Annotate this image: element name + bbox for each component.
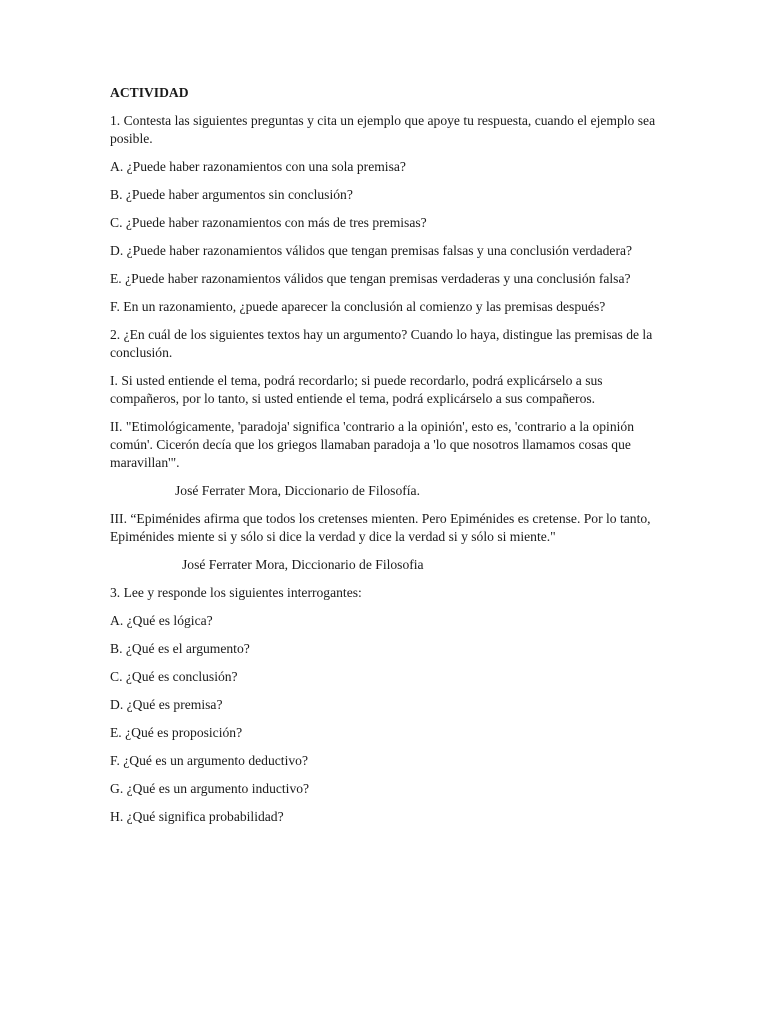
question-3e: E. ¿Qué es proposición? bbox=[110, 725, 243, 740]
page-title: ACTIVIDAD bbox=[110, 85, 189, 100]
text-iii-attribution: José Ferrater Mora, Diccionario de Filosofia bbox=[182, 557, 424, 572]
question-3a: A. ¿Qué es lógica? bbox=[110, 613, 213, 628]
question-3b: B. ¿Qué es el argumento? bbox=[110, 641, 250, 656]
text-iii: III. “Epiménides afirma que todos los cretenses mienten. Pero Epiménides es cretense. Por lo tanto, Epiménides miente si y sólo si dice la verdad y dice la verdad si y sólo si miente." bbox=[110, 511, 651, 544]
document-page bbox=[110, 84, 660, 836]
question-3h: H. ¿Qué significa probabilidad? bbox=[110, 809, 284, 824]
text-ii: II. "Etimológicamente, 'paradoja' significa 'contrario a la opinión', esto es, 'contrario a la opinión común'. Cicerón decía que los griegos llamaban paradoja a 'lo que nosotros llamamos cosas que maravillan'". bbox=[110, 419, 634, 470]
question-3-instruction: 3. Lee y responde los siguientes interrogantes: bbox=[110, 585, 362, 600]
question-3d: D. ¿Qué es premisa? bbox=[110, 697, 223, 712]
question-1c: C. ¿Puede haber razonamientos con más de tres premisas? bbox=[110, 215, 427, 230]
text-i: I. Si usted entiende el tema, podrá recordarlo; si puede recordarlo, podrá explicárselo a sus compañeros, por lo tanto, si usted entiende el tema, podrá explicárselo a sus compañeros. bbox=[110, 373, 603, 406]
text-ii-attribution: José Ferrater Mora, Diccionario de Filosofía. bbox=[175, 483, 420, 498]
question-1f: F. En un razonamiento, ¿puede aparecer la conclusión al comienzo y las premisas después? bbox=[110, 299, 606, 314]
question-3g: G. ¿Qué es un argumento inductivo? bbox=[110, 781, 310, 796]
question-2-instruction: 2. ¿En cuál de los siguientes textos hay un argumento? Cuando lo haya, distingue las premisas de la conclusión. bbox=[110, 327, 653, 360]
question-1a: A. ¿Puede haber razonamientos con una sola premisa? bbox=[110, 159, 406, 174]
question-1e: E. ¿Puede haber razonamientos válidos que tengan premisas verdaderas y una conclusión falsa? bbox=[110, 271, 631, 286]
question-3c: C. ¿Qué es conclusión? bbox=[110, 669, 238, 684]
question-1b: B. ¿Puede haber argumentos sin conclusión? bbox=[110, 187, 353, 202]
question-1-instruction: 1. Contesta las siguientes preguntas y cita un ejemplo que apoye tu respuesta, cuando el ejemplo sea posible. bbox=[110, 113, 656, 146]
question-1d: D. ¿Puede haber razonamientos válidos que tengan premisas falsas y una conclusión verdadera? bbox=[110, 243, 633, 258]
question-3f: F. ¿Qué es un argumento deductivo? bbox=[110, 753, 308, 768]
